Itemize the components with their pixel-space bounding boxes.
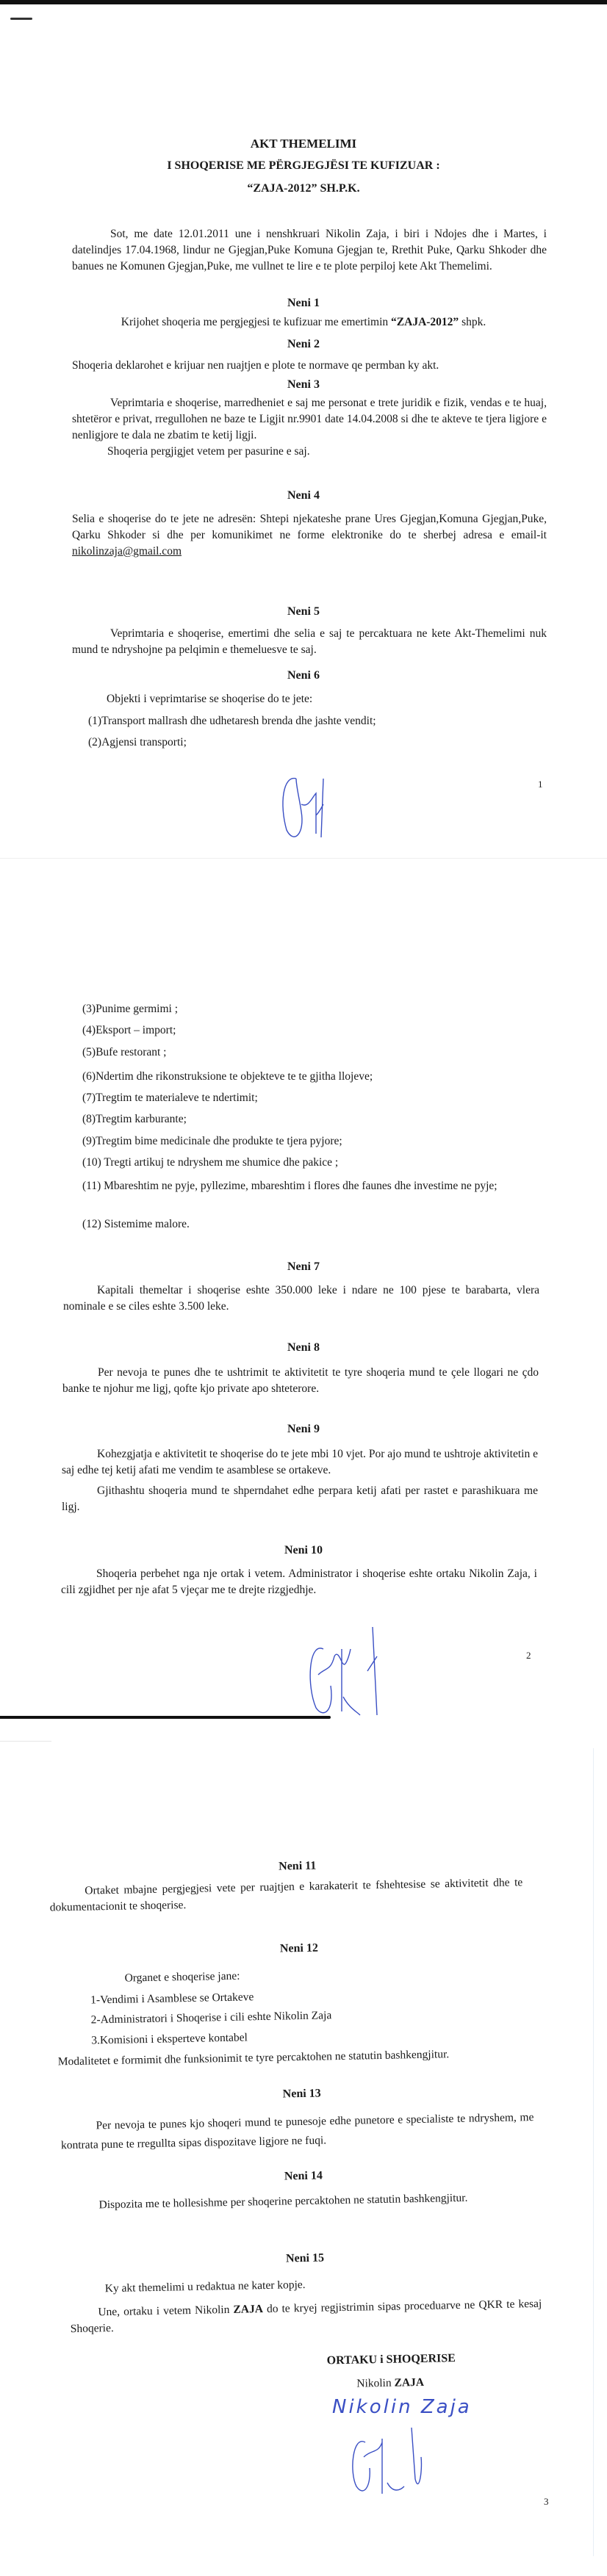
article-13-paragraph: Per nevoja te punes kjo shoqeri mund te punesoje edhe punetore e specialiste te ndryshem, me kontrata pune te rregullta sipas dispozitave ligjore ne fuqi. bbox=[60, 2110, 534, 2152]
article-heading: Neni 10 bbox=[284, 1544, 323, 1556]
article-heading: Neni 2 bbox=[287, 338, 320, 350]
list-item: (12) Sistemime malore. bbox=[82, 1218, 190, 1230]
article-9-paragraph-2: Gjithashtu shoqeria mund te shperndahet edhe perpara ketij afati per rastet e parashikuara me ligj. bbox=[62, 1484, 538, 1513]
intro-paragraph: Sot, me date 12.01.2011 une i nenshkruari Nikolin Zaja, i biri i Ndojes dhe i Martes, i datelindjes 17.04.1968, lindur ne Gjegjan,Puke Komuna Gjegjan te, Rrethit Puke, Qarku Shkoder dhe banues ne Komunen Gjegjan,Puke, me vullnet te lire e te plote perpiloj kete Akt Themelimi. bbox=[72, 228, 547, 273]
article-6-intro: Objekti i veprimtarise se shoqerise do te jete: bbox=[107, 693, 313, 705]
article-9-paragraph: Kohezgjatja e aktivitetit te shoqerise do te jete mbi 10 vjet. Por ajo mund te ushtroje aktivitetin e saj edhe tej ketij afati me vendim te asamblese se ortakeve. bbox=[62, 1448, 538, 1476]
page-divider bbox=[0, 858, 607, 859]
article-1-text: Krijohet shoqeria me pergjegjesi te kufizuar me emertimin “ZAJA-2012” shpk. bbox=[121, 316, 486, 328]
signature-page-3 bbox=[349, 2428, 452, 2508]
article-heading: Neni 1 bbox=[287, 297, 320, 309]
article-11-paragraph: Ortaket mbajne pergjegjesi vete per ruajtjen e karakaterit te fshehtesise se aktivitetit dhe te dokumentacionit te shoqerise. bbox=[49, 1876, 523, 1914]
list-item: 3.Komisioni i eksperteve kontabel bbox=[91, 2031, 248, 2047]
page-number: 3 bbox=[544, 2496, 549, 2507]
article-15-paragraph: Ky akt themelimi u redaktua ne kater kopje. bbox=[104, 2278, 306, 2295]
list-item: (3)Punime germimi ; bbox=[82, 1003, 179, 1015]
scan-page-edge bbox=[0, 1716, 331, 1719]
article-3-paragraph-2: Shoqeria pergjigjet vetem per pasurine e saj. bbox=[107, 445, 310, 458]
article-2-text: Shoqeria deklarohet e krijuar nen ruajtjen e plote te normave qe permban ky akt. bbox=[72, 359, 439, 372]
article-3-paragraph: Veprimtaria e shoqerise, marredheniet e saj me personat e trete juridik e fizik, vendas e te huaj, shtetëror e privat, rregullohen ne baze te Ligjit nr.9901 date 14.04.2008 si dhe te akteve te tjera ligjore e nenligjore te dala ne zbatim te ketij ligji. bbox=[72, 397, 547, 441]
article-15-paragraph-2: Une, ortaku i vetem Nikolin ZAJA do te kryej regjistrimin sipas proceduarve ne QKR te kesaj Shoqerie. bbox=[70, 2297, 542, 2336]
scan-top-edge bbox=[0, 0, 607, 4]
company-name: “ZAJA-2012” SH.P.K. bbox=[247, 182, 360, 195]
list-item: (9)Tregtim bime medicinale dhe produkte te tjera pyjore; bbox=[82, 1135, 342, 1147]
article-heading: Neni 4 bbox=[287, 489, 320, 502]
document-subtitle: I SHOQERISE ME PËRGJEGJËSI TE KUFIZUAR : bbox=[167, 159, 440, 172]
scan-mark bbox=[10, 18, 32, 20]
handwritten-name: Nikolin Zaja bbox=[332, 2396, 472, 2418]
email-link[interactable]: nikolinzaja@gmail.com bbox=[72, 545, 182, 558]
list-item: (2)Agjensi transporti; bbox=[88, 736, 187, 748]
article-heading: Neni 14 bbox=[284, 2169, 323, 2183]
list-item: (5)Bufe restorant ; bbox=[82, 1046, 167, 1058]
article-heading: Neni 11 bbox=[279, 1859, 317, 1873]
page-3 bbox=[0, 1845, 607, 2518]
article-14-paragraph: Dispozita me te hollesishme per shoqerine percaktohen ne statutin bashkengjitur. bbox=[98, 2191, 468, 2212]
list-item: (6)Ndertim dhe rikonstruksione te objekteve te te gjitha llojeve; bbox=[82, 1070, 373, 1083]
article-heading: Neni 5 bbox=[287, 605, 320, 618]
article-heading: Neni 8 bbox=[287, 1341, 320, 1354]
scan-page-fold bbox=[0, 1741, 51, 1815]
article-heading: Neni 6 bbox=[287, 669, 320, 682]
article-heading: Neni 7 bbox=[287, 1260, 320, 1273]
list-item: 1-Vendimi i Asamblese se Ortakeve bbox=[90, 1991, 254, 2007]
article-10-paragraph: Shoqeria perbehet nga nje ortak i vetem. Administrator i shoqerise eshte ortaku Nikolin Zaja, i cili zgjidhet per nje afat 5 vjeçar me te drejte rizgjedhje. bbox=[61, 1567, 537, 1596]
article-heading: Neni 13 bbox=[282, 2087, 321, 2101]
signoff-role: ORTAKU i SHOQERISE bbox=[326, 2352, 456, 2367]
signature-page-1 bbox=[276, 775, 364, 841]
page-number: 1 bbox=[538, 779, 543, 790]
article-heading: Neni 9 bbox=[287, 1423, 320, 1435]
article-heading: Neni 3 bbox=[287, 378, 320, 391]
article-5-paragraph: Veprimtaria e shoqerise, emertimi dhe selia e saj te percaktuara ne kete Akt-Themelimi nuk mund te ndryshojne pa pelqimin e themeluesve te saj. bbox=[72, 627, 547, 656]
list-item: 2-Administratori i Shoqerise i cili eshte Nikolin Zaja bbox=[90, 2009, 332, 2027]
article-heading: Neni 15 bbox=[285, 2251, 325, 2265]
list-item: (8)Tregtim karburante; bbox=[82, 1113, 187, 1125]
list-item: (1)Transport mallrash dhe udhetaresh brenda dhe jashte vendit; bbox=[88, 715, 376, 727]
signoff-name: Nikolin ZAJA bbox=[356, 2375, 425, 2390]
article-8-paragraph: Per nevoja te punes dhe te ushtrimit te aktivitetit te tyre shoqeria mund te çele llogari ne çdo banke te njohur me ligj, qofte kjo private apo shteterore. bbox=[62, 1366, 539, 1395]
article-12-outro: Modalitetet e formimit dhe funksionimit te tyre percaktohen ne statutin bashkengjitur. bbox=[57, 2048, 450, 2068]
signature-page-2 bbox=[305, 1627, 408, 1719]
article-4-paragraph: Selia e shoqerise do te jete ne adresën: Shtepi njekateshe prane Ures Gjegjan,Komuna Gjegjan,Puke, Qarku Shkoder si dhe per komunikimet ne forme elektronike do te sherbej adresa e email-it nikolinzaja@gmail.com bbox=[72, 513, 547, 558]
list-item: (4)Eksport – import; bbox=[82, 1024, 176, 1036]
list-item: (7)Tregtim te materialeve te ndertimit; bbox=[82, 1092, 258, 1104]
document-title: AKT THEMELIMI bbox=[250, 137, 357, 151]
page-number: 2 bbox=[526, 1650, 531, 1661]
list-item: (11) Mbareshtim ne pyje, pyllezime, mbareshtim i flores dhe faunes dhe investime ne pyje; bbox=[82, 1180, 498, 1192]
list-item: (10) Tregti artikuj te ndryshem me shumice dhe pakice ; bbox=[82, 1156, 339, 1169]
article-heading: Neni 12 bbox=[279, 1941, 319, 1955]
article-12-intro: Organet e shoqerise jane: bbox=[124, 1969, 240, 1985]
article-7-paragraph: Kapitali themeltar i shoqerise eshte 350.000 leke i ndare ne 100 pjese te barabarta, vlera nominale e se ciles eshte 3.500 leke. bbox=[63, 1284, 539, 1313]
